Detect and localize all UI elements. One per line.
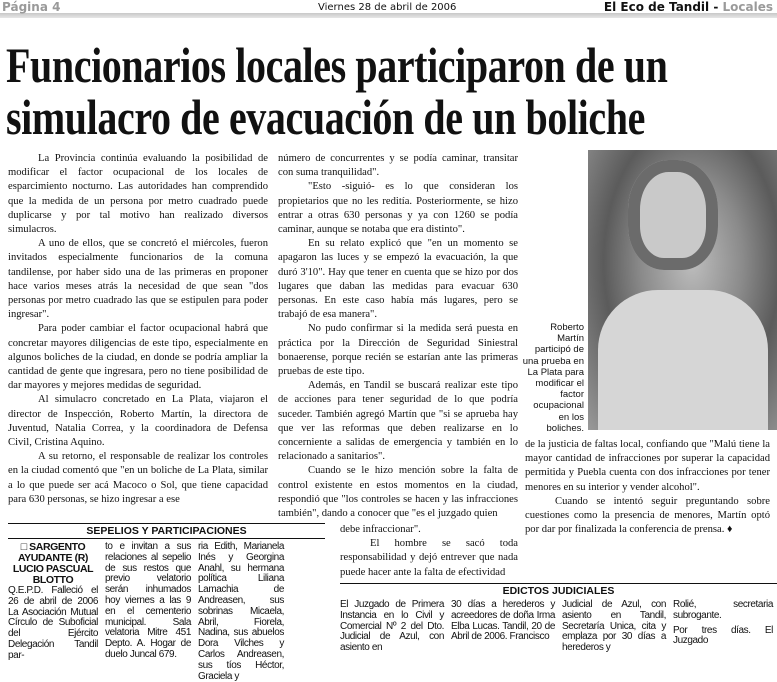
paragraph: La Provincia continúa evaluando la posibilidad de modificar el factor ocupacional de los locales de esparcimiento nocturno. Las autoridades han comprendido que la medida de un persona por metro cuadrado puede duplicarse y por tal motivo han realizado diversos simulacros. xyxy=(8,153,268,236)
section-name: Locales xyxy=(722,0,773,14)
paragraph: No pudo confirmar si la medida será puesta en práctica por la Dirección de Seguridad Siniestral bonaerense, porque recién se estarían ante las primeras pruebas de este tipo. xyxy=(278,323,518,378)
paragraph: Al simulacro concretado en La Plata, viajaron el director de Inspección, Roberto Martín, la directora de Juventud, Natalia Correa, y la coordinadora de Defensa Civil, Cristina Aquino. xyxy=(8,394,268,449)
page-header xyxy=(0,0,777,18)
obituary-text: to e invitan a sus relaciones al sepelio de sus restos que previo velatorio serán inhumados hoy viernes a las 9 en el cementerio municipal. Sala velatoria Mitre 451 Depto. A. Hogar de duelo Juncal 679. xyxy=(105,541,191,660)
obituary-text: Q.E.P.D. Falleció el 26 de abril de 2006 La Asociación Mutual Círculo de Suboficial del Ejército Delegación Tandil par- xyxy=(8,585,98,661)
obituary-column-3 xyxy=(198,542,284,682)
edicto-text: 30 días a herederos y acreedores de doña Irma Elba Lucas. Tandil, 20 de Abril de 2006. Francisco xyxy=(451,599,555,643)
paragraph: El hombre se sacó toda responsabilidad y dejó entrever que nada puede hacer ante la falta de efectividad xyxy=(340,538,518,578)
paragraph: A uno de ellos, que se concretó el miércoles, fueron invitados especialmente funcionarios de la comuna tandilense, por haber sido una de las primeras en proponer hace varios meses atrás la necesidad de que sean "dos personas por metro cuadrado las que se estipulen para poder ingresar". xyxy=(8,238,268,321)
obituary-column-2 xyxy=(105,542,191,661)
edicto-text: El Juzgado de Primera Instancia en lo Civil y Comercial Nº 2 del Dto. Judicial de Azul, con asiento en xyxy=(340,599,444,654)
paragraph: Cuando se intentó seguir preguntando sobre cuestiones como la presencia de menores, Martín optó por dar por finalizada la conferencia de prensa. ♦ xyxy=(525,495,770,536)
article-column-1 xyxy=(8,152,268,507)
photo-face xyxy=(628,160,718,270)
photo-caption: Roberto Martín participó de una prueba en La Plata para modificar el factor ocupacional en los boliches. xyxy=(522,322,584,434)
edicto-column-1 xyxy=(340,600,444,654)
obituary-text: ria Edith, Marianela Inés y Georgina Anahl, su hermana política Liliana Lamachia de Andreasen, sus sobrinas Micaela, Abril, Fiorela, Nadina, sus abuelos Dora Vilches y Carlos Andreasen, sus tíos Héctor, Graciela y xyxy=(198,541,284,682)
paragraph: debe infraccionar". xyxy=(340,524,421,535)
paragraph: de la justicia de faltas local, confiando que "Malú tiene la mayor cantidad de infracciones por superar la capacidad permitida y Puebla cuenta con dos infracciones por tener menores en su interior y vender alcohol". xyxy=(525,439,770,493)
edicto-text: Por tres días. El Juzgado xyxy=(673,624,773,647)
edicto-column-4 xyxy=(673,600,773,647)
paragraph: número de concurrentes y se podía caminar, transitar con suma tranquilidad". xyxy=(278,153,518,179)
photo-roberto-martin xyxy=(588,150,777,430)
edictos-header: EDICTOS JUDICIALES xyxy=(340,583,777,598)
paragraph: En su relato explicó que "en un momento se apagaron las luces y se empezó la evacuación, la que duró 3'10". Hay que tener en cuenta que se hizo por dos lugares que daban las medidas para evacuar 630 personas. En este caso había más lugares, pero se trabajó de esa manera". xyxy=(278,238,518,321)
edicto-column-3 xyxy=(562,600,666,654)
paper-name xyxy=(604,0,773,14)
article-column-3 xyxy=(525,438,770,537)
edicto-text: Rolié, secretaria subrogante. xyxy=(673,599,773,621)
headline-line-1: Funcionarios locales participaron de un xyxy=(6,37,668,93)
page-number: Página 4 xyxy=(2,0,61,14)
edicto-column-2 xyxy=(451,600,555,643)
paragraph: Además, en Tandil se buscará realizar este tipo de acciones para tener seguridad de lo que podría suceder. También agregó Martín que "si se aprueba hay que ver las reformas que deben realizarse en lo concerniente a salidas de emergencia y también en lo relacionado a sanitarios". xyxy=(278,380,518,463)
obituary-column-1 xyxy=(8,542,98,662)
headline-line-2: simulacro de evacuación de un boliche xyxy=(6,89,645,145)
sepelios-header: SEPELIOS Y PARTICIPACIONES xyxy=(8,523,325,539)
article-column-2 xyxy=(278,152,518,521)
paragraph: A su retorno, el responsable de realizar los controles en la ciudad comentó que "en un boliche de La Plata, similar a lo que puede ser acá Macoco o Sol, que tiene capacidad para 630 personas, se hizo ingresar a ese xyxy=(8,451,268,505)
issue-date: Viernes 28 de abril de 2006 xyxy=(318,2,457,13)
paragraph: Cuando se le hizo mención sobre la falta de control existente en estos momentos en la ciudad, respondió que "los controles se hacen y las infracciones también", dando a conocer que "es el juzgado quien xyxy=(278,465,518,520)
separator: - xyxy=(709,0,723,14)
photo-figure xyxy=(598,290,768,430)
paper-title: El Eco de Tandil xyxy=(603,0,710,14)
obituary-name: □ SARGENTO AYUDANTE (R) LUCIO PASCUAL BLOTTO xyxy=(12,541,94,586)
paragraph: "Esto -siguió- es lo que consideran los propietarios que no les reditía. Posteriormente, se hizo entrar a otras 630 personas y ya con 1260 se podía caminar, aunque se notaba que era distinto". xyxy=(278,181,518,236)
article-column-2-tail xyxy=(340,523,518,580)
edicto-text: Judicial de Azul, con asiento en Tandil, Secretaría Unica, cita y emplaza por 30 días a herederos y xyxy=(562,599,666,654)
paragraph: Para poder cambiar el factor ocupacional habrá que concretar mayores diligencias de este tipo, especialmente en algunos boliches de la ciudad, en donde se podría ampliar la cantidad de gente que ingresara, pero no tiene posibilidad de dar mayores y mejores medidas de seguridad. xyxy=(8,323,268,392)
